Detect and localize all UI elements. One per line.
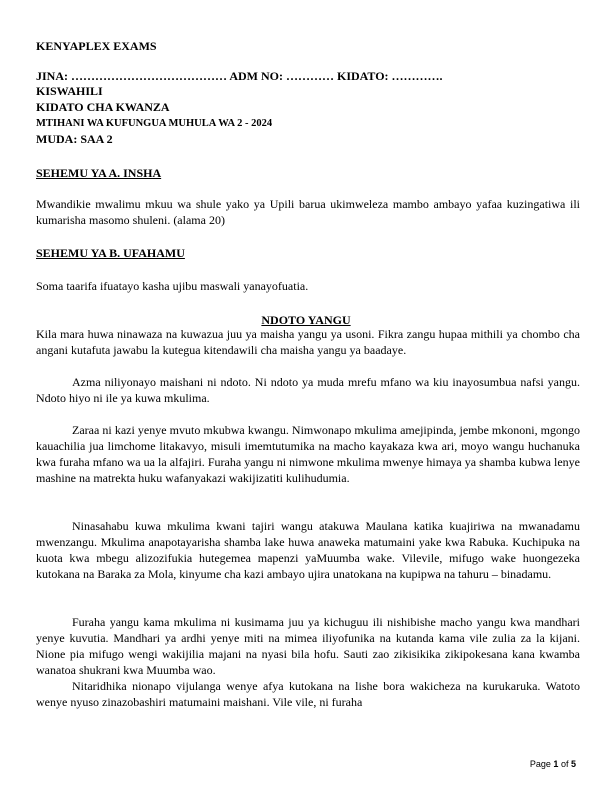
student-fields-line: JINA: ………………………………… ADM NO: ………… KIDATO: ………….	[36, 69, 443, 83]
of-word: of	[560, 759, 569, 769]
story-paragraph: Ninasahabu kuwa mkulima kwani tajiri wangu atakuwa Maulana katika kuajiriwa na mwanadamu mwenzangu. Mkulima anapotayarisha shamba lake huwa anaweka matumaini yake kwa Rabuka. Kuchipuka na kuota kwa mbegu alizozifukia hutegemea mapenzi yaMuumba wake. Vilevile, mifugo wake huongezeka kutokana na Baraka za Mola, kinyume cha kazi ambayo ujira unatokana na kupipwa na tahuru – binadamu.	[36, 519, 580, 581]
exam-title: MTIHANI WA KUFUNGUA MUHULA WA 2 - 2024	[36, 118, 273, 129]
section-a-question: Mwandikie mwalimu mkuu wa shule yako ya Upili barua ukimweleza mambo ambayo yafaa kuzingatiwa ili kumarisha masomo shuleni. (alama 20)	[36, 197, 580, 227]
page-total: 5	[570, 759, 576, 769]
duration: MUDA: SAA 2	[36, 132, 113, 146]
subject: KISWAHILI	[36, 84, 103, 98]
story-paragraph: Azma niliyonayo maishani ni ndoto. Ni ndoto ya muda mrefu mfano wa kiu inayosumbua nafsi yangu. Ndoto hiyo ni ile ya kuwa mkulima.	[36, 375, 580, 405]
page-current: 1	[553, 759, 559, 769]
section-b-instruction: Soma taarifa ifuatayo kasha ujibu maswali yanayofuatia.	[36, 279, 309, 293]
section-a-heading: SEHEMU YA A. INSHA	[36, 166, 162, 180]
page-number	[530, 759, 576, 769]
story-title: NDOTO YANGU	[261, 313, 351, 327]
page-word: Page	[529, 759, 551, 769]
exam-name: KENYAPLEX EXAMS	[36, 39, 157, 53]
story-paragraph: Furaha yangu kama mkulima ni kusimama juu ya kichuguu ili nishibishe macho yangu kwa mandhari yenye kuvutia. Mandhari ya ardhi yenye miti na mimea iliyofunika na kutanda kama vile zulia za la kijani. Nione pia mifugo wengi wakijilia majani na nyasi bila hofu. Sauti zao zikisikika zikipokesana kana kwamba wanatoa shukrani kwa Muumba wao.	[36, 615, 580, 677]
story-paragraph: Zaraa ni kazi yenye mvuto mkubwa kwangu. Nimwonapo mkulima amejipinda, jembe mkononi, mgongo kauachilia jua limchome litakavyo, misuli imemtutumika na macho kayakaza kwa ari, moyo wangu huchanuka kwa furaha mfano wa ua la alfajiri. Furaha yangu ni nimwone mkulima mwenye himaya ya shamba kubwa lenye mashine na matrekta huku wafanyakazi wakijizatiti kulihudumia.	[36, 423, 580, 485]
story-paragraph: Nitaridhika nionapo vijulanga wenye afya kutokana na lishe bora wakicheza na kurukaruka. Watoto wenye nyuso zinazobashiri matumaini maishani. Vile vile, ni furaha	[36, 679, 580, 709]
section-b-heading: SEHEMU YA B. UFAHAMU	[36, 246, 185, 260]
form-level: KIDATO CHA KWANZA	[36, 100, 170, 114]
story-paragraph: Kila mara huwa ninawaza na kuwazua juu ya maisha yangu ya usoni. Fikra zangu hupaa mithili ya chombo cha angani kutafuta jawabu la kutegua kitendawili cha maisha yangu ya baadaye.	[36, 327, 580, 357]
